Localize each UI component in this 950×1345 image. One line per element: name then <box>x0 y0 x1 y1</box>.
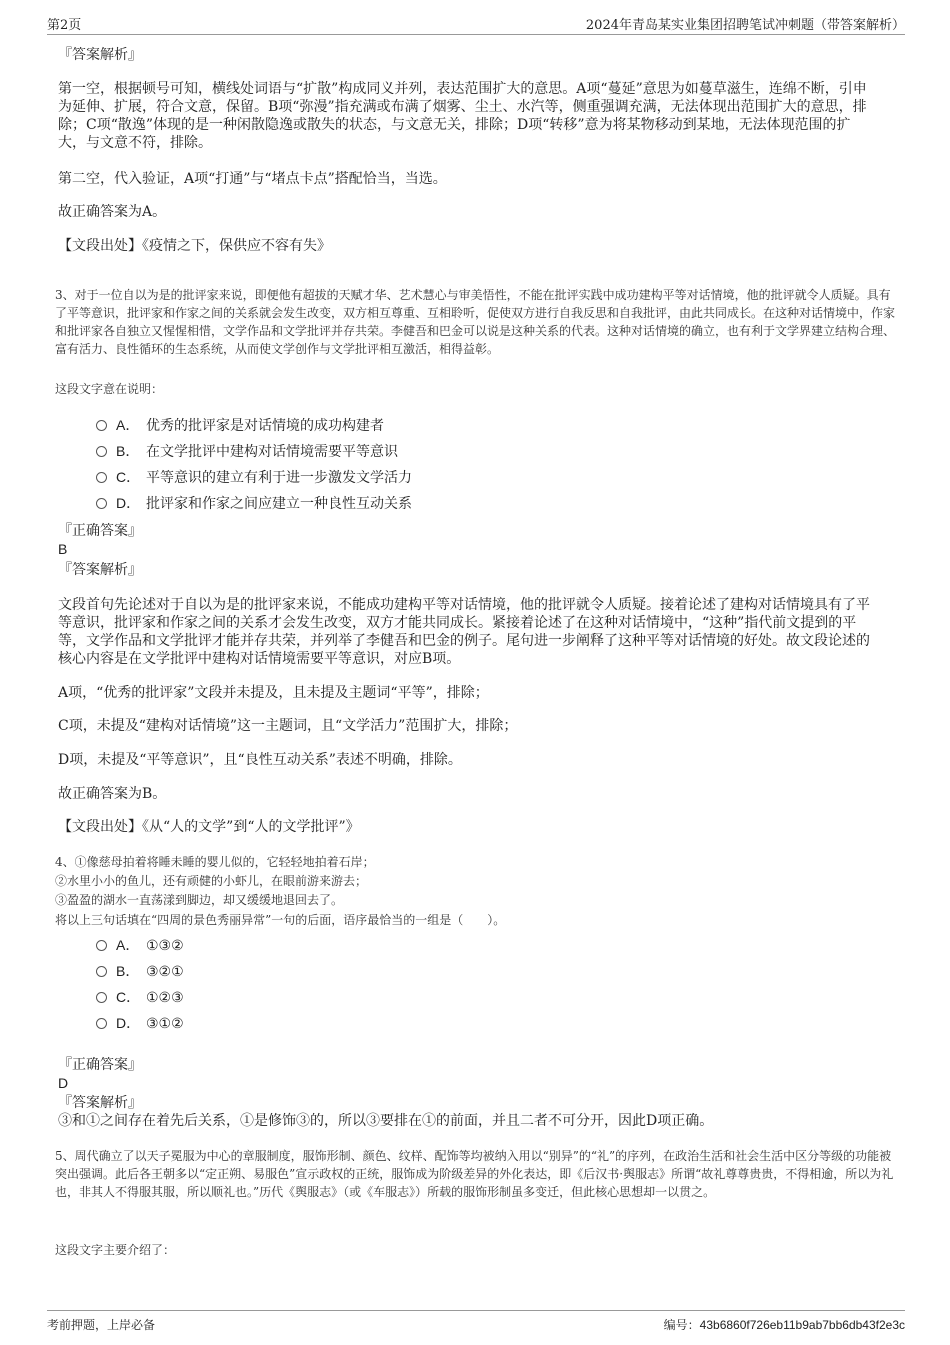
q3-source: 【文段出处】《从“人的文学”到“人的文学批评”》 <box>58 819 360 835</box>
q4-correct-label: 『正确答案』 <box>58 1057 142 1073</box>
q3-option-a[interactable]: A． 优秀的批评家是对话情境的成功构建者 <box>96 416 384 435</box>
q4-option-d[interactable]: D． ③①② <box>96 1014 184 1033</box>
q2-conclusion: 故正确答案为A。 <box>58 204 167 220</box>
q3-note-c: C项，未提及“建构对话情境”这一主题词，且“文学活力”范围扩大，排除； <box>58 718 518 734</box>
q4-option-a[interactable]: A． ①③② <box>96 936 184 955</box>
q4-analysis: ③和①之间存在着先后关系，①是修饰③的，所以③要排在①的前面，并且二者不可分开，因此D项正确。 <box>58 1113 714 1129</box>
q2-analysis-label: 『答案解析』 <box>58 47 142 63</box>
q3-analysis-label: 『答案解析』 <box>58 562 142 578</box>
q4-line3: ③盈盈的湖水一直荡漾到脚边，却又缓缓地退回去了。 <box>55 893 344 907</box>
q3-stem: 3、对于一位自以为是的批评家来说，即便他有超拔的天赋才华、艺术慧心与审美悟性，不能在批评实践中成功建构平等对话情境，他的批评就令人质疑。具有了平等意识，批评家和作家之间的关系就会发生改变，双方相互尊重、互相聆听，促使双方进行自我反思和自我批评，由此共同成长。在这种对话情境中，作家和批评家各自独立又惺惺相惜，文学作品和文学批评并存共荣。李健吾和巴金可以说是这种关系的代表。这种对话情境的确立，也有利于文学界建立结构合理、富有活力、良性循环的生态系统，从而使文学创作与文学批评相互激活，相得益彰。 <box>55 288 896 356</box>
q4-question: 将以上三句话填在“四周的景色秀丽异常”一句的后面，语序最恰当的一组是（ ）。 <box>55 913 506 927</box>
page-footer <box>47 1310 905 1333</box>
radio-icon[interactable] <box>96 1018 107 1029</box>
radio-icon[interactable] <box>96 992 107 1003</box>
q4-option-c[interactable]: C． ①②③ <box>96 988 184 1007</box>
q4-line2: ②水里小小的鱼儿，还有顽健的小虾儿，在眼前游来游去； <box>55 874 368 888</box>
q3-correct-answer: B <box>58 541 68 557</box>
q3-note-a: A项，“优秀的批评家”文段并未提及，且未提及主题词“平等”，排除； <box>58 685 489 701</box>
footer-serial: 编号：43b6860f726eb11b9ab7bb6db43f2e3c <box>663 1318 905 1332</box>
radio-icon[interactable] <box>96 940 107 951</box>
page-header <box>47 12 905 35</box>
page-number: 第2页 <box>47 18 82 33</box>
document-title: 2024年青岛某实业集团招聘笔试冲刺题（带答案解析） <box>585 18 905 33</box>
q3-correct-label: 『正确答案』 <box>58 523 142 539</box>
q5-prompt: 这段文字主要介绍了： <box>55 1243 176 1257</box>
q2-analysis-p2: 第二空，代入验证，A项“打通”与“堵点卡点”搭配恰当，当选。 <box>58 171 447 187</box>
q4-analysis-label: 『答案解析』 <box>58 1095 142 1111</box>
q4-option-b[interactable]: B． ③②① <box>96 962 184 981</box>
radio-icon[interactable] <box>96 498 107 509</box>
q3-prompt: 这段文字意在说明： <box>55 382 164 396</box>
q3-analysis: 文段首句先论述对于自以为是的批评家来说，不能成功建构平等对话情境，他的批评就令人质疑。接着论述了建构对话情境具有了平等意识，批评家和作家之间的关系才会发生改变，双方才能共同成长。紧接着论述了在这种对话情境中，“这种”指代前文提到的平等，文学作品和文学批评才能并存共荣，并列举了李健吾和巴金的例子。尾句进一步阐释了这种平等对话情境的好处。故文段论述的核心内容是在文学批评中建构对话情境需要平等意识，对应B项。 <box>58 597 870 667</box>
q3-conclusion: 故正确答案为B。 <box>58 786 167 802</box>
footer-slogan: 考前押题，上岸必备 <box>47 1318 156 1332</box>
radio-icon[interactable] <box>96 420 107 431</box>
radio-icon[interactable] <box>96 966 107 977</box>
q4-correct-answer: D <box>58 1075 69 1091</box>
q2-source: 【文段出处】《疫情之下，保供应不容有失》 <box>58 238 331 254</box>
radio-icon[interactable] <box>96 472 107 483</box>
q3-option-c[interactable]: C． 平等意识的建立有利于进一步激发文学活力 <box>96 468 412 487</box>
q3-option-d[interactable]: D． 批评家和作家之间应建立一种良性互动关系 <box>96 494 412 513</box>
q5-stem: 5、周代确立了以天子冕服为中心的章服制度，服饰形制、颜色、纹样、配饰等均被纳入用以“别异”的“礼”的序列，在政治生活和社会生活中区分等级的功能被突出强调。此后各王朝多以“定正朔、易服色”宣示政权的正统，服饰成为阶级差异的外化表达，即《后汉书·舆服志》所谓“故礼尊尊贵贵，不得相逾，所以为礼也，非其人不得服其服，所以顺礼也。”历代《舆服志》（或《车服志》）所载的服饰形制虽多变迁，但此核心思想却一以贯之。 <box>55 1149 894 1199</box>
q3-option-b[interactable]: B． 在文学批评中建构对话情境需要平等意识 <box>96 442 398 461</box>
q4-line1: 4、①像慈母拍着将睡未睡的婴儿似的，它轻轻地拍着石岸； <box>55 855 375 869</box>
q3-note-d: D项，未提及“平等意识”，且“良性互动关系”表述不明确，排除。 <box>58 752 462 768</box>
radio-icon[interactable] <box>96 446 107 457</box>
q2-analysis-p1: 第一空，根据顿号可知，横线处词语与“扩散”构成同义并列，表达范围扩大的意思。A项“蔓延”意思为如蔓草滋生，连绵不断，引申为延伸、扩展，符合文意，保留。B项“弥漫”指充满或布满了烟雾、尘土、水汽等，侧重强调充满，无法体现出范围扩大的意思，排除；C项“散逸”体现的是一种闲散隐逸或散失的状态，与文意无关，排除；D项“转移”意为将某物移动到某地，无法体现范围的扩大，与文意不符，排除。 <box>58 81 867 151</box>
